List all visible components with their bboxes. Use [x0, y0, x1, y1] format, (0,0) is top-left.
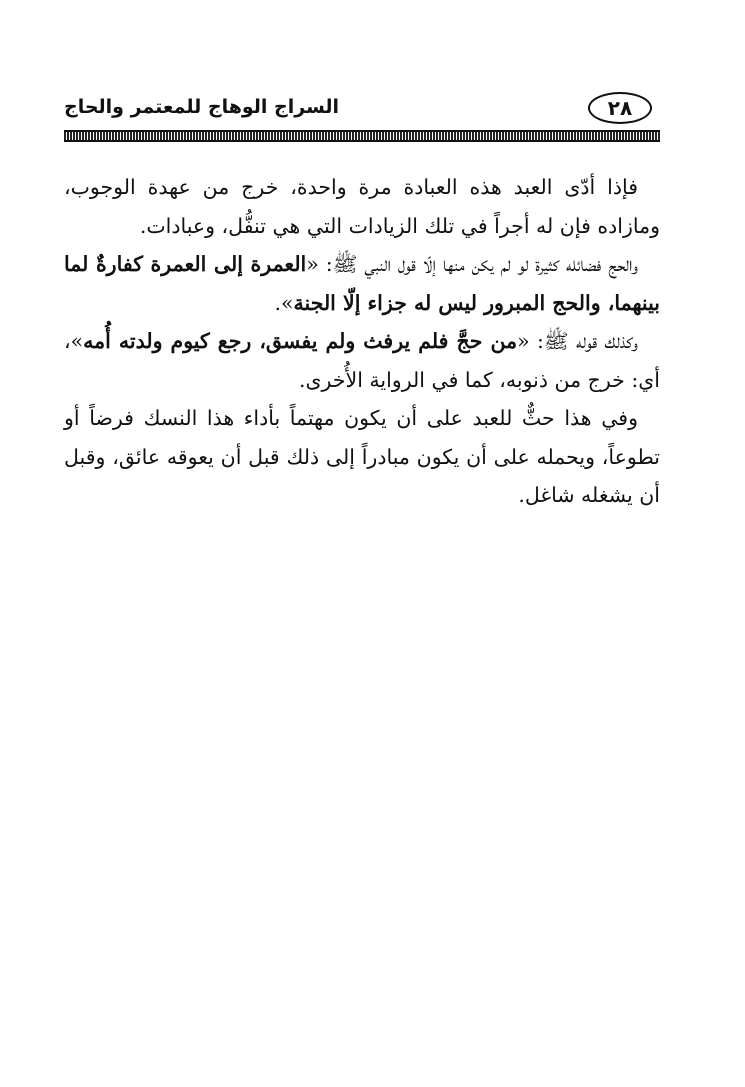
page-number: ٢٨ [588, 92, 652, 124]
running-title: السراج الوهاج للمعتمر والحاج [64, 96, 340, 118]
page-header [64, 86, 660, 122]
paragraph-1 [64, 168, 660, 245]
paragraph-4-text: وفي هذا حثٌّ للعبد على أن يكون مهتماً بأداء هذا النسك فرضاً أو تطوعاً، ويحمله على أن يكون مبادراً إلى ذلك قبل أن يعوقه عائق، وقبل أن يشغله شاغل. [64, 406, 660, 507]
header-rule [64, 130, 660, 142]
paragraph-2-close: ». [274, 290, 294, 315]
paragraph-3 [64, 322, 660, 399]
paragraph-2 [64, 245, 660, 322]
paragraph-4 [64, 399, 660, 515]
paragraph-3-close: »، أي: خرج من ذنوبه، كما في الرواية الأُخرى. [64, 329, 660, 392]
paragraph-1-text: فإذا أدّى العبد هذه العبادة مرة واحدة، خرج من عهدة الوجوب، ومازاده فإن له أجراً في تلك الزيادات التي هي تنفُّل، وعبادات. [64, 175, 660, 238]
hadith-quote-1: العمرة إلى العمرة كفارةٌ لما بينهما، والحج المبرور ليس له جزاء إلّا الجنة [64, 252, 660, 315]
main-text [64, 168, 660, 515]
hadith-quote-2: من حجَّ فلم يرفث ولم يفسق، رجع كيوم ولدته أُمه [83, 329, 518, 353]
paragraph-3-intro: وكذلك قوله ﷺ: « [517, 329, 638, 353]
paragraph-2-intro: والحج فضائله كثيرة لو لم يكن منها إلّا قول النبي ﷺ: « [306, 252, 639, 276]
